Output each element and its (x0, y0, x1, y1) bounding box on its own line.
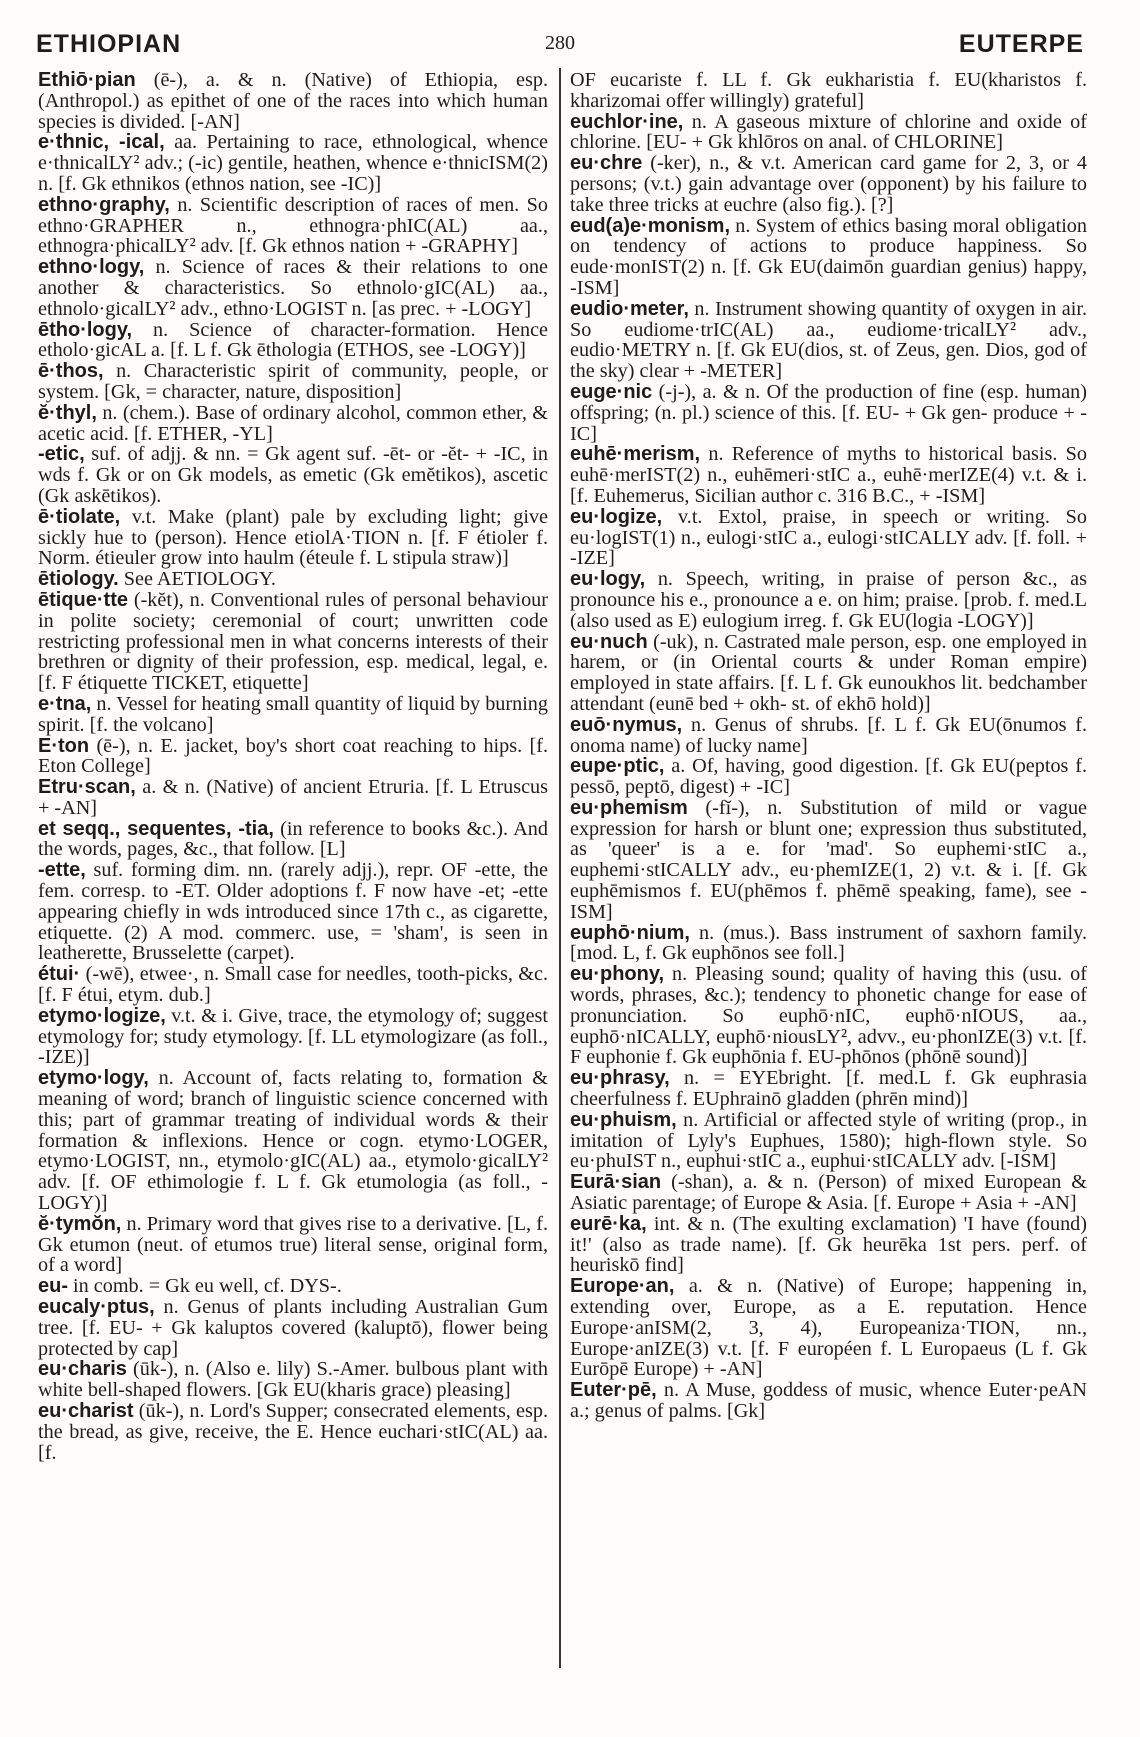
entry-headword: ĕ·thyl, (38, 401, 97, 424)
entry-definition: (-wē), etwee·, n. Small case for needles, tooth-picks, &c. [f. F étui, etym. dub.] (38, 963, 548, 1007)
entry-definition: n. (chem.). Base of ordinary alcohol, common ether, & acetic acid. [f. ETHER, -YL] (38, 401, 548, 445)
entry-definition: a. & n. (Native) of ancient Etruria. [f. L Etruscus + -AN] (38, 776, 548, 819)
left-guide-word: ETHIOPIAN (36, 30, 182, 58)
entry-headword: eu- (38, 1275, 68, 1298)
entry-headword: Etru·scan, (38, 776, 136, 799)
entry-headword: ethno·logy, (38, 256, 145, 279)
right-column (570, 70, 1087, 1670)
entry-headword: euhē·merism, (570, 443, 701, 466)
entry-headword: eu·phrasy, (570, 1067, 670, 1090)
dictionary-entry (570, 153, 1087, 215)
dictionary-entry (38, 320, 548, 362)
entry-headword: eu·logy, (570, 568, 646, 591)
entry-definition: (ē-), n. E. jacket, boy's short coat reaching to hips. [f. Eton College] (38, 734, 548, 778)
dictionary-entry (38, 819, 548, 861)
entry-headword: eurē·ka, (570, 1212, 647, 1235)
dictionary-entry (38, 70, 548, 132)
entry-definition: n. = EYEbright. [f. med.L f. Gk euphrasia cheerfulness f. EUphrainō gladden (phrēn mind)] (570, 1067, 1087, 1111)
entry-headword: eudio·meter, (570, 297, 689, 320)
dictionary-entry (38, 694, 548, 736)
entry-headword: eu·phemism (570, 796, 688, 819)
entry-headword: eucaly·ptus, (38, 1296, 155, 1319)
dictionary-entry (570, 1276, 1087, 1380)
entry-headword: ē·tiolate, (38, 505, 121, 528)
left-column (38, 70, 548, 1670)
entry-definition: n. (mus.). Bass instrument of saxhorn family. [mod. L, f. Gk euphōnos see foll.] (570, 921, 1087, 965)
dictionary-entry (38, 195, 548, 257)
entry-headword: eud(a)e·monism, (570, 214, 731, 237)
dictionary-entry (570, 923, 1087, 965)
entry-headword: etymo·logize, (38, 1004, 166, 1027)
entry-definition: v.t. Make (plant) pale by excluding light; give sickly hue to (person). Hence etiolA·TION n. [f. F étioler f. Norm. étieuler grow into haulm (éteule f. L stipula straw)] (38, 505, 548, 570)
entry-definition: n. Artificial or affected style of writing (prop., in imitation of Lyly's Euphues, 1580); high-flown style. So eu·phuIST n., euphui·stIC a., euphui·stICALLY adv. [-ISM] (570, 1108, 1087, 1173)
entry-headword: euō·nymus, (570, 713, 683, 736)
dictionary-entry (38, 1214, 548, 1276)
entry-headword: étui· (38, 963, 81, 986)
entry-definition: aa. Pertaining to race, ethnological, whence e·thnicalLY² adv.; (-ic) gentile, heathen, whence e·thnicISM(2) n. [f. Gk ethnikos (ethnos nation, see -IC)] (38, 131, 548, 195)
entry-headword: eu·phony, (570, 963, 665, 986)
dictionary-entry (570, 632, 1087, 715)
entry-definition: (ūk-), n. Lord's Supper; consecrated elements, esp. the bread, as give, receive, the E. Hence euchari·stIC(AL) aa. [f. (38, 1400, 548, 1464)
entry-definition: n. A gaseous mixture of chlorine and oxide of chlorine. [EU- + Gk khlōros on anal. of CHLORINE] (570, 110, 1087, 154)
entry-headword: eu·charis (38, 1358, 127, 1381)
entry-definition: in comb. = Gk eu well, cf. DYS-. (68, 1275, 342, 1298)
entry-definition: v.t. & i. Give, trace, the etymology of; suggest etymology for; study etymology. [f. LL etymologizare (as foll., -IZE)] (38, 1004, 548, 1069)
dictionary-entry (38, 403, 548, 445)
entry-definition: int. & n. (The exulting exclamation) 'I have (found) it!' (also as trade name). [f. Gk heurēka 1st pers. perf. of heuriskō find] (570, 1212, 1087, 1277)
entry-definition: (-shan), a. & n. (Person) of mixed European & Asiatic parentage; of Europe & Asia. [f. Europe + Asia + -AN] (570, 1171, 1087, 1215)
dictionary-entry (570, 1110, 1087, 1172)
entry-headword: euphō·nium, (570, 921, 690, 944)
entry-headword: eupe·ptic, (570, 755, 665, 778)
dictionary-entry (570, 756, 1087, 798)
dictionary-entry (38, 1297, 548, 1359)
entry-definition: n. Vessel for heating small quantity of liquid by burning spirit. [f. the volcano] (38, 692, 548, 736)
entry-definition: n. Science of character-formation. Hence etholo·gicAL a. [f. L f. Gk ēthologia (ETHOS, see -LOGY)] (38, 318, 548, 362)
entry-definition: (-j-), a. & n. Of the production of fine (esp. human) offspring; (n. pl.) science of this. [f. EU- + Gk gen- produce + -IC] (570, 380, 1087, 445)
dictionary-entry (38, 1006, 548, 1068)
entry-definition: v.t. Extol, praise, in speech or writing. So eu·logIST(1) n., eulogi·stIC a., eulogi·stICALLY adv. [f. foll. + -IZE] (570, 505, 1087, 570)
entry-headword: ētique·tte (38, 588, 128, 611)
entry-definition: (-kĕt), n. Conventional rules of personal behaviour in polite society; ceremonial of court; unwritten code restricting professional men in what concerns interests of their brethren or dignity of their profession, esp. medical, legal, e. [f. F étiquette TICKET, etiquette] (38, 588, 548, 695)
entry-definition: (-ker), n., & v.t. American card game for 2, 3, or 4 persons; (v.t.) gain advantage over (opponent) by his failure to take three tricks at euchre (also fig.). [?] (570, 152, 1087, 216)
entry-definition: n. Speech, writing, in praise of person &c., as pronounce his e., pronounce a e. on him; praise. [prob. f. med.L (also used as E) eulogium irreg. f. Gk EU(logia -LOGY)] (570, 568, 1087, 632)
dictionary-entry (38, 777, 548, 819)
entry-headword: ē·thos, (38, 360, 104, 383)
dictionary-entry (38, 590, 548, 694)
dictionary-entry (570, 1172, 1087, 1214)
dictionary-entry (570, 1214, 1087, 1276)
entry-definition: n. Pleasing sound; quality of having this (usu. of words, phrases, &c.); tendency to phonetic change for ease of pronunciation. So euphō·nIC, euphō·nIOUS, aa., euphō·nICALLY, euphō·niousLY², advv., eu·phonIZE(3) v.t. [f. F euphonie f. Gk euphōnia f. EU-phōnos (phōnē sound)] (570, 963, 1087, 1069)
entry-headword: etymo·logy, (38, 1067, 149, 1090)
entry-definition: See AETIOLOGY. (118, 568, 276, 591)
entry-definition: n. A Muse, goddess of music, whence Euter·peAN a.; genus of palms. [Gk] (570, 1379, 1087, 1422)
dictionary-entry (38, 1276, 548, 1297)
entry-headword: Ethiō·pian (38, 70, 136, 91)
dictionary-entry (38, 1401, 548, 1463)
entry-definition: suf. forming dim. nn. (rarely adjj.), repr. OF -ette, the fem. corresp. to -ET. Older adoptions f. F now have -et; -ette appearing chiefly in wds introduced since 17th c., as cigarette, etiquette. (2) A mod. commerc. use, = 'sham', is seen in leatherette, Brusselette (carpet). (38, 859, 548, 965)
dictionary-entry (570, 444, 1087, 506)
page-header (36, 30, 1084, 64)
page-number: 280 (545, 32, 575, 54)
entry-definition: (-fĭ-), n. Substitution of mild or vague expression for harsh or blunt one; expression thus substituted, as 'queer' is a e. for 'mad'. So euphemi·stIC a., euphemi·stICALLY adv., eu·phemIZE(1, 2) v.t. & i. [f. Gk euphēmismos f. EU(phēmos f. phēmē speaking, fame), see -ISM] (570, 796, 1087, 923)
entry-headword: ethno·graphy, (38, 193, 170, 216)
dictionary-entry (38, 736, 548, 778)
dictionary-entry (38, 1359, 548, 1401)
column-divider (559, 68, 561, 1668)
dictionary-entry (38, 132, 548, 194)
entry-headword: e·tna, (38, 692, 92, 715)
dictionary-entry (570, 382, 1087, 444)
entry-definition: n. Genus of plants including Australian Gum tree. [f. EU- + Gk kaluptos covered (kaluptō), flower being protected by cap] (38, 1296, 548, 1360)
dictionary-entry (38, 507, 548, 569)
dictionary-entry (38, 444, 548, 506)
entry-headword: eu·charist (38, 1400, 134, 1422)
dictionary-entry (570, 1380, 1087, 1422)
dictionary-entry (570, 507, 1087, 569)
entry-headword: euge·nic (570, 380, 653, 403)
entry-definition: n. Primary word that gives rise to a derivative. [L, f. Gk etumon (neut. of etumos true) literal sense, original form, of a word] (38, 1212, 548, 1277)
entry-definition: (-uk), n. Castrated male person, esp. one employed in harem, or (in Oriental courts & under Roman empire) employed in state affairs. [f. L f. Gk eunoukhos lit. bedchamber attendant (eunē bed + okh- st. of ekhō hold)] (570, 630, 1087, 715)
dictionary-entry (38, 964, 548, 1006)
entry-definition: (in reference to books &c.). And the words, pages, &c., that follow. [L] (38, 817, 548, 861)
entry-definition: a. Of, having, good digestion. [f. Gk EU(peptos f. pessō, peptō, digest) + -IC] (570, 755, 1087, 799)
entry-definition: n. Science of races & their relations to one another & characteristics. So ethnolo·gIC(AL) aa., ethnolo·gicalLY² adv., ethno·LOGIST n. [as prec. + -LOGY] (38, 256, 548, 320)
entry-headword: ētiology. (38, 568, 119, 591)
dictionary-entry (570, 299, 1087, 382)
entry-definition: (ūk-), n. (Also e. lily) S.-Amer. bulbous plant with white bell-shaped flowers. [Gk EU(kharis grace) pleasing] (38, 1358, 548, 1402)
dictionary-entry (38, 361, 548, 403)
dictionary-entry (570, 216, 1087, 299)
entry-headword: e·thnic, -ical, (38, 131, 165, 154)
entry-definition: n. System of ethics basing moral obligation on tendency of actions to produce happiness. So eude·monIST(2) n. [f. Gk EU(daimōn guardian genius) happy, -ISM] (570, 214, 1087, 299)
entry-headword: ĕ·tymŏn, (38, 1212, 122, 1235)
entry-definition: OF eucariste f. LL f. Gk eukharistia f. EU(kharistos f. kharizomai offer willingly) grateful] (570, 70, 1087, 112)
entry-headword: ētho·logy, (38, 318, 133, 341)
entry-headword: eu·chre (570, 152, 643, 175)
dictionary-entry (38, 569, 548, 590)
dictionary-entry (570, 569, 1087, 631)
dictionary-entry (38, 257, 548, 319)
entry-headword: Euter·pē, (570, 1379, 657, 1402)
right-guide-word: EUTERPE (958, 30, 1084, 58)
entry-headword: eu·nuch (570, 630, 648, 653)
entry-definition: n. Reference of myths to historical basis. So euhē·merIST(2) n., euhēmeri·stIC a., euhē·merIZE(4) v.t. & i. [f. Euhemerus, Sicilian author c. 316 B.C., + -ISM] (570, 443, 1087, 507)
dictionary-entry (570, 715, 1087, 757)
entry-definition: n. Account of, facts relating to, formation & meaning of word; branch of linguistic science concerned with this; part of grammar treating of individual words & their formation & inflexions. Hence or cogn. etymo·LOGER, etymo·LOGIST, nn., etymolo·gIC(AL) aa., etymolo·gicalLY² adv. [f. OF ethimologie f. L f. Gk etumologia (as foll., -LOGY)] (38, 1067, 548, 1215)
dictionary-entry (570, 798, 1087, 923)
dictionary-entry (570, 112, 1087, 154)
dictionary-entry (570, 964, 1087, 1068)
entry-definition: n. Genus of shrubs. [f. L f. Gk EU(ōnumos f. onoma name) of lucky name] (570, 713, 1087, 757)
entry-definition: a. & n. (Native) of Europe; happening in, extending over, Europe, as a E. reputation. Hence Europe·anISM(2, 3, 4), Europeaniza·TION, nn., Europe·anIZE(3) v.t. [f. F européen f. L Europaeus (L f. Gk Eurōpē Europe) + -AN] (570, 1275, 1087, 1381)
entry-headword: eu·logize, (570, 505, 663, 528)
dictionary-entry (38, 1068, 548, 1214)
entry-definition: n. Characteristic spirit of community, people, or system. [Gk, = character, nature, disposition] (38, 360, 548, 403)
dictionary-entry (570, 70, 1087, 112)
entry-definition: n. Scientific description of races of men. So ethno·GRAPHER n., ethnogra·phIC(AL) aa., ethnogra·phicalLY² adv. [f. Gk ethnos nation + -GRAPHY] (38, 193, 548, 258)
dictionary-entry (570, 1068, 1087, 1110)
entry-headword: -etic, (38, 443, 85, 466)
entry-headword: Europe·an, (570, 1275, 675, 1298)
entry-definition: suf. of adjj. & nn. = Gk agent suf. -ēt- or -ĕt- + -IC, in wds f. Gk or on Gk models, as emetic (Gk emĕtikos), ascetic (Gk askētikos). (38, 443, 548, 507)
entry-definition: (ē-), a. & n. (Native) of Ethiopia, esp. (Anthropol.) as epithet of one of the races into which human species is divided. [-AN] (38, 70, 548, 133)
entry-headword: E·ton (38, 734, 90, 757)
dictionary-entry (38, 860, 548, 964)
entry-headword: -ette, (38, 859, 86, 882)
entry-headword: et seqq., sequentes, -tia, (38, 817, 274, 840)
entry-headword: eu·phuism, (570, 1108, 677, 1131)
entry-headword: euchlor·ine, (570, 110, 684, 133)
entry-definition: n. Instrument showing quantity of oxygen in air. So eudiome·trIC(AL) aa., eudiome·tricalLY² adv., eudio·METRY n. [f. Gk EU(dios, st. of Zeus, gen. Dios, god of the sky) clear + -METER] (570, 297, 1087, 383)
entry-headword: Eurā·sian (570, 1171, 662, 1194)
